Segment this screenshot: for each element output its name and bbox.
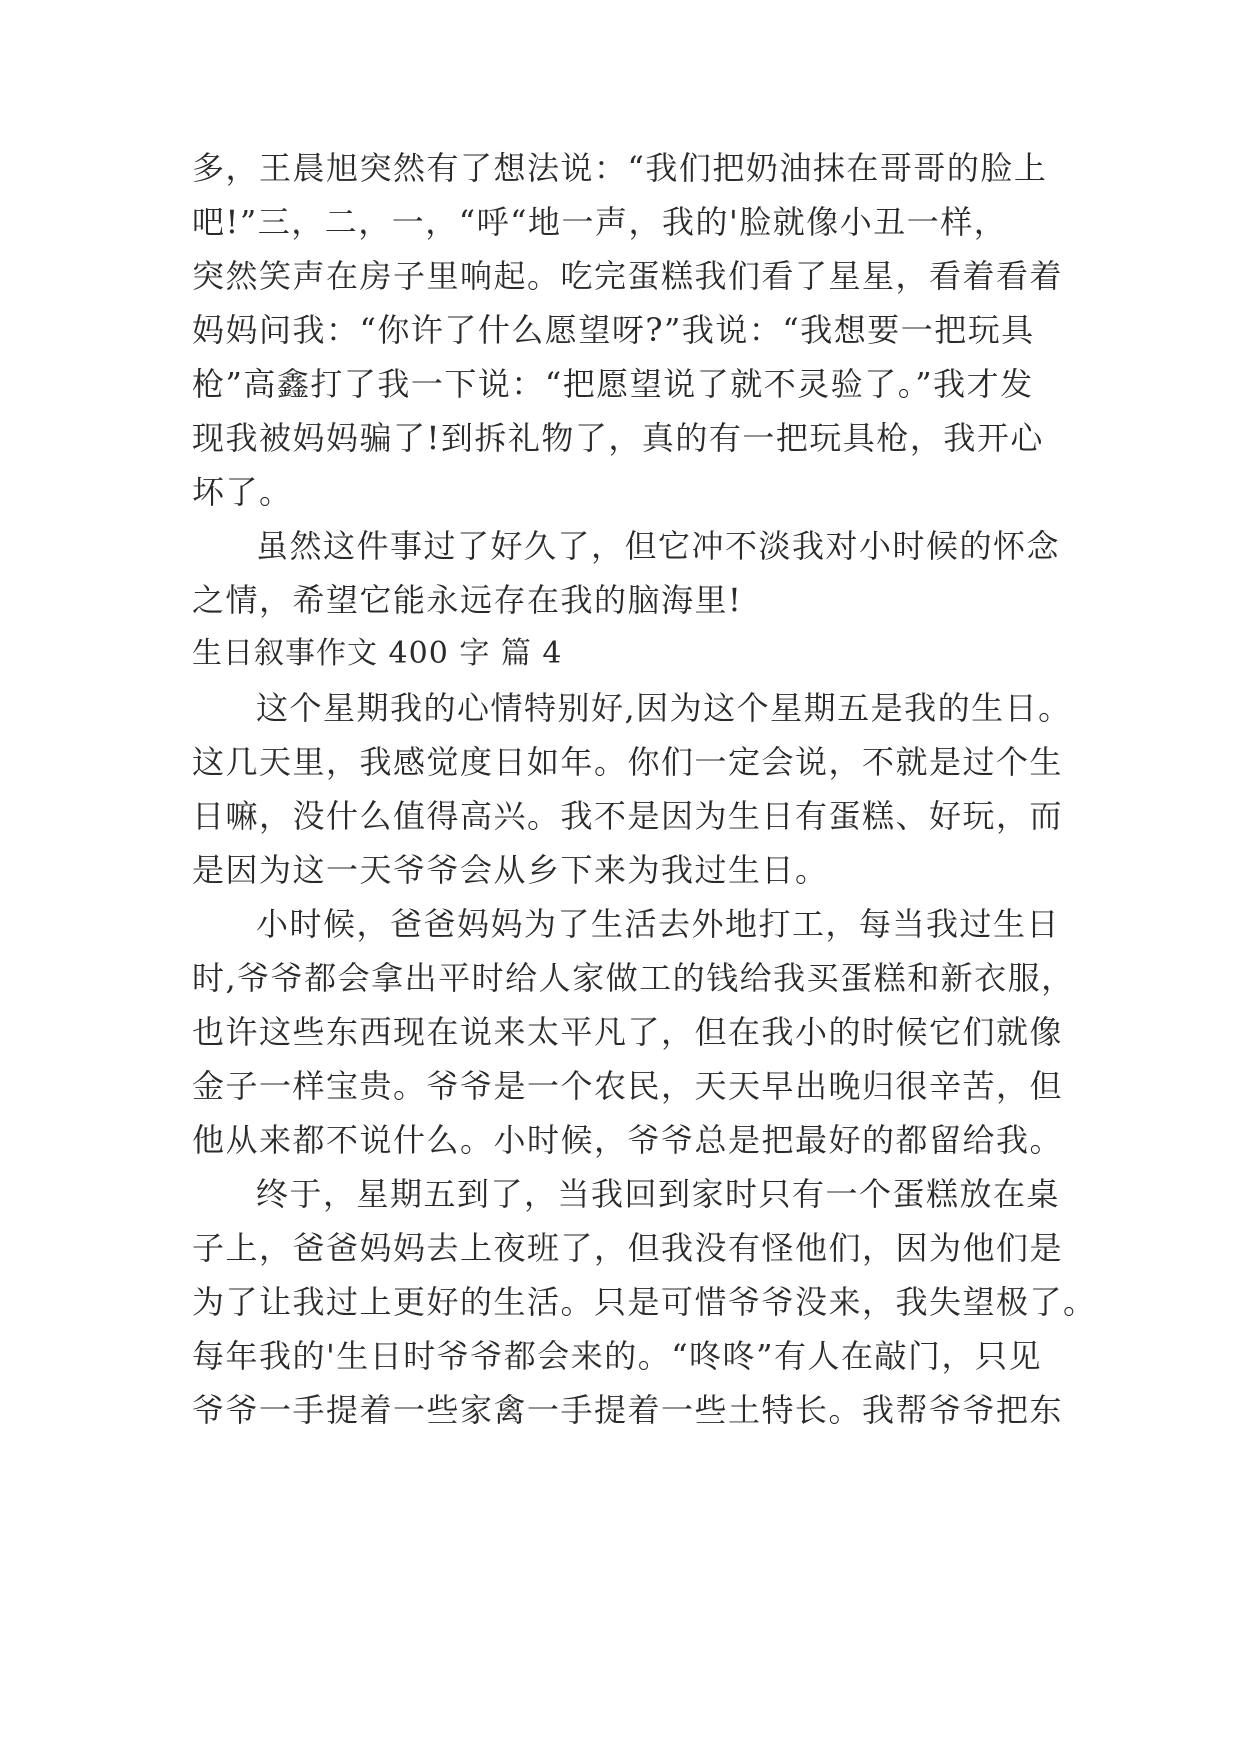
text-line: 之情，希望它能永远存在我的脑海里! (192, 581, 743, 619)
text-line: 子上，爸爸妈妈去上夜班了，但我没有怪他们，因为他们是 (192, 1229, 1064, 1267)
text-line: 坏了。 (192, 473, 293, 511)
text-line: 多，王晨旭突然有了想法说：“我们把奶油抹在哥哥的脸上 (192, 149, 1048, 187)
paragraph-first-line: 虽然这件事过了好久了，但它冲不淡我对小时候的怀念 (256, 527, 1061, 565)
text-line: 爷爷一手提着一些家禽一手提着一些土特长。我帮爷爷把东 (192, 1391, 1064, 1429)
section-heading: 生日叙事作文 400 字 篇 4 (192, 636, 563, 671)
text-line: 为了让我过上更好的生活。只是可惜爷爷没来，我失望极了。 (192, 1283, 1097, 1321)
text-line: 他从来都不说什么。小时候，爷爷总是把最好的都留给我。 (192, 1121, 1064, 1159)
text-line: 也许这些东西现在说来太平凡了，但在我小的时候它们就像 (192, 1013, 1064, 1051)
paragraph-first-line: 终于，星期五到了，当我回到家时只有一个蛋糕放在桌 (256, 1175, 1061, 1213)
text-line: 突然笑声在房子里响起。吃完蛋糕我们看了星星，看着看着 (192, 257, 1064, 295)
text-line: 吧!”三，二，一，“呼“地一声，我的'脸就像小丑一样， (192, 203, 1008, 241)
text-line: 这几天里，我感觉度日如年。你们一定会说，不就是过个生 (192, 743, 1064, 781)
paragraph-first-line: 这个星期我的心情特别好,因为这个星期五是我的生日。 (256, 689, 1072, 727)
text-line: 每年我的'生日时爷爷都会来的。“咚咚”有人在敲门，只见 (192, 1337, 1043, 1375)
text-line: 是因为这一天爷爷会从乡下来为我过生日。 (192, 851, 829, 889)
text-line: 时,爷爷都会拿出平时给人家做工的钱给我买蛋糕和新衣服， (192, 959, 1075, 997)
text-line: 妈妈问我：“你许了什么愿望呀?”我说：“我想要一把玩具 (192, 311, 1035, 349)
text-line: 枪”高鑫打了我一下说：“把愿望说了就不灵验了。”我才发 (192, 365, 1034, 403)
text-line: 日嘛，没什么值得高兴。我不是因为生日有蛋糕、好玩，而 (192, 797, 1064, 835)
text-line: 现我被妈妈骗了!到拆礼物了，真的有一把玩具枪，我开心 (192, 419, 1044, 457)
text-line: 金子一样宝贵。爷爷是一个农民，天天早出晚归很辛苦，但 (192, 1067, 1064, 1105)
paragraph-first-line: 小时候，爸爸妈妈为了生活去外地打工，每当我过生日 (256, 905, 1061, 943)
